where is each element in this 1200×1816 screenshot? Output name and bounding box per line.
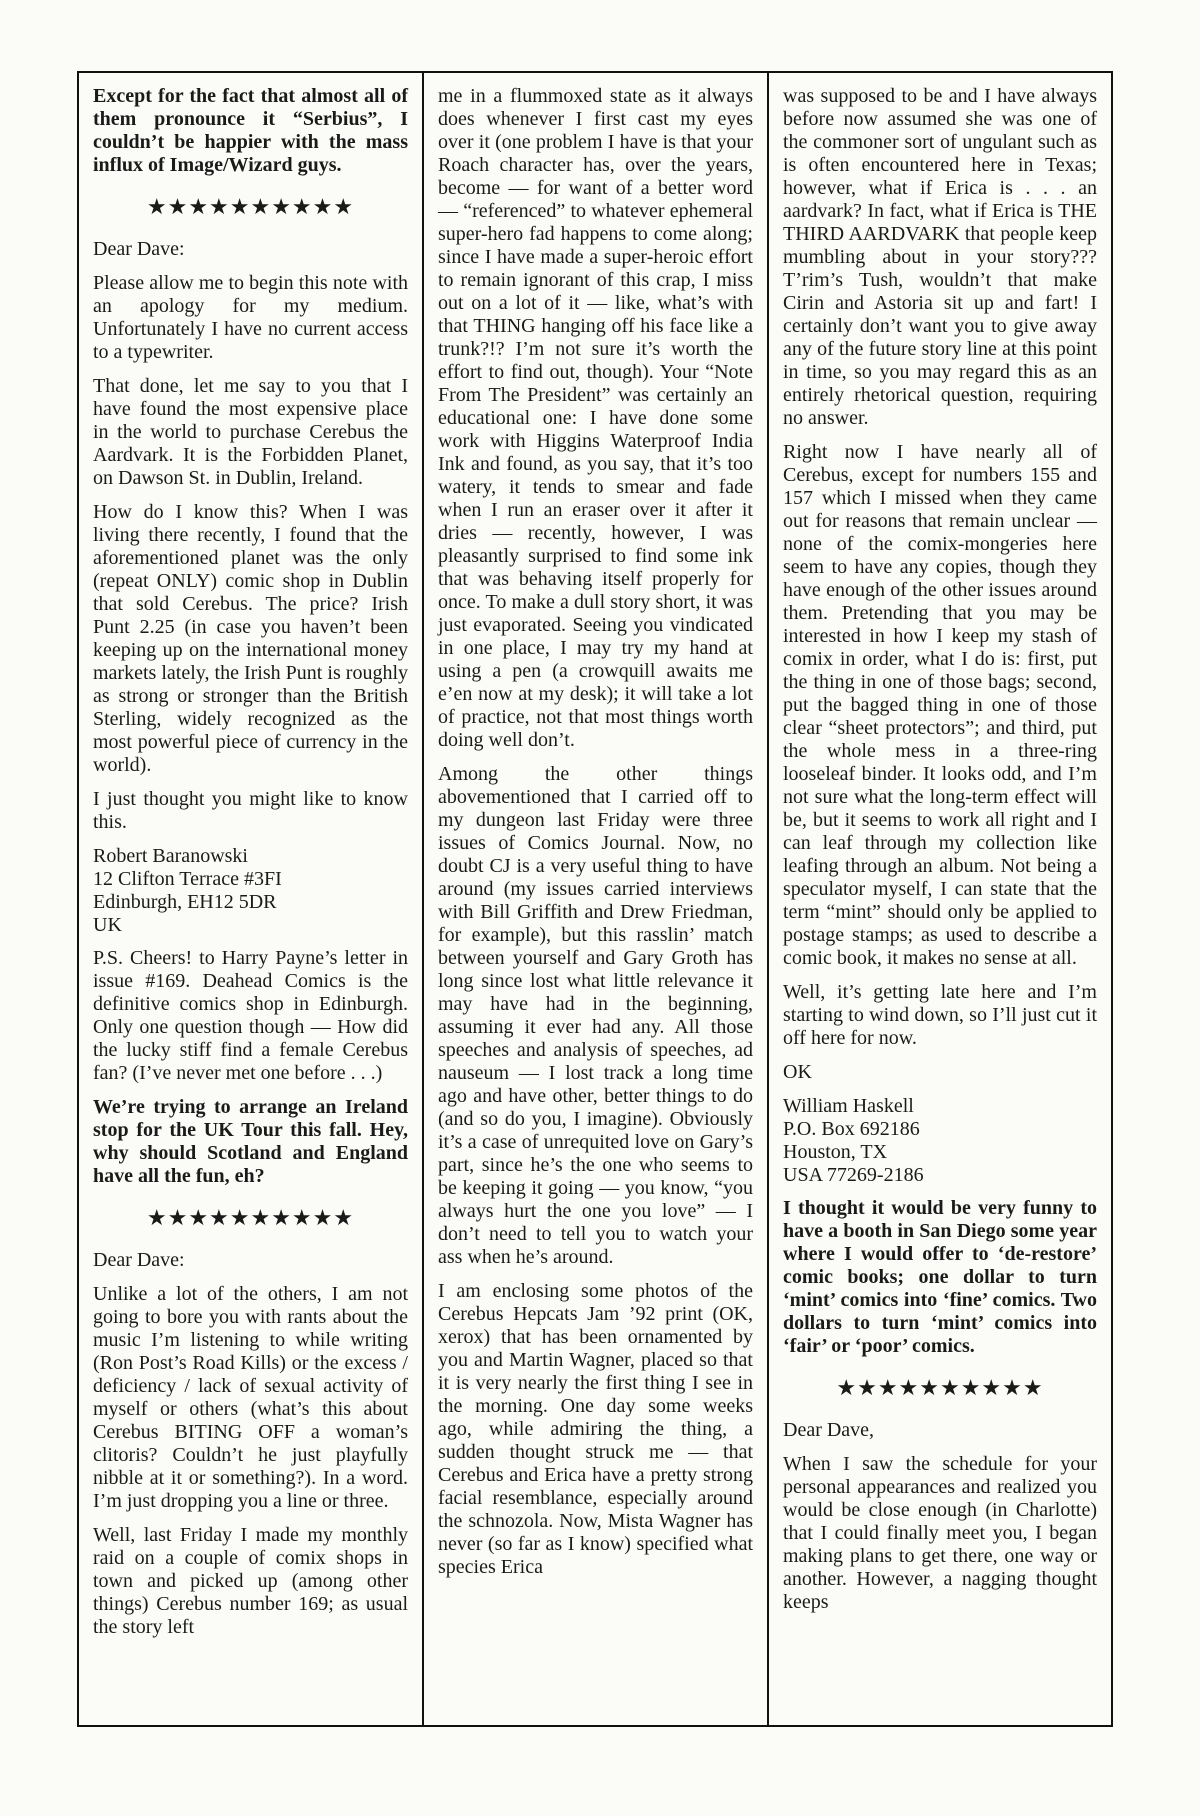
salutation: Dear Dave: xyxy=(93,238,185,260)
page-frame xyxy=(77,71,1113,1727)
address-line: Robert Baranowski xyxy=(93,845,248,867)
sender-address xyxy=(783,1095,1097,1187)
editor-reply: We’re trying to arrange an Ireland stop for the UK Tour this fall. Hey, why should Scotland and England have all the fun, eh? xyxy=(93,1096,408,1187)
address-line: P.O. Box 692186 xyxy=(783,1118,920,1140)
letter-paragraph: That done, let me say to you that I have found the most expensive place in the world to purchase Cerebus the Aardvark. It is the Forbidden Planet, on Dawson St. in Dublin, Ireland. xyxy=(93,375,408,489)
sender-address xyxy=(93,845,408,937)
editor-reply: Except for the fact that almost all of them pronounce it “Serbius”, I couldn’t be happier with the mass influx of Image/Wizard guys. xyxy=(93,85,408,176)
letter-paragraph: When I saw the schedule for your personal appearances and realized you would be close enough (in Charlotte) that I could finally meet you, I began making plans to get there, one way or another. However, a nagging thought keeps xyxy=(783,1453,1097,1613)
address-line: Edinburgh, EH12 5DR xyxy=(93,891,277,913)
letter-paragraph: P.S. Cheers! to Harry Payne’s letter in issue #169. Deahead Comics is the definitive comics shop in Edinburgh. Only one question though — How did the lucky stiff find a female Cerebus fan? (I’ve never met one before . . .) xyxy=(93,947,408,1084)
address-line: 12 Clifton Terrace #3FI xyxy=(93,868,282,890)
star-divider: ★★★★★★★★★★ xyxy=(146,194,355,219)
letter-paragraph: How do I know this? When I was living there recently, I found that the aforementioned planet was the only (repeat ONLY) comic shop in Dublin that sold Cerebus. The price? Irish Punt 2.25 (in case you haven’t been keeping up on the international money markets lately, the Irish Punt is roughly as strong or stronger than the British Sterling, widely recognized as the most powerful piece of currency in the world). xyxy=(93,501,408,776)
signoff: OK xyxy=(783,1061,812,1083)
star-divider: ★★★★★★★★★★ xyxy=(836,1375,1044,1400)
letter-paragraph: was supposed to be and I have always before now assumed she was one of the commoner sort of ungulant such as is often encountered here in Texas; however, what if Erica is . . . an aardvark? In fact, what if Erica is THE THIRD AARDVARK that people keep mumbling about in your story??? T’rim’s Tush, wouldn’t that make Cirin and Astoria sit up and fart! I certainly don’t want you to give away any of the future story line at this point in time, so you may regard this as an entirely rhetorical question, requiring no answer. xyxy=(783,85,1097,429)
address-line: UK xyxy=(93,914,122,936)
column-3 xyxy=(769,73,1111,1725)
star-divider: ★★★★★★★★★★ xyxy=(146,1205,355,1230)
salutation: Dear Dave: xyxy=(93,1249,185,1271)
column-2 xyxy=(424,73,769,1725)
letter-paragraph: me in a flummoxed state as it always does whenever I first cast my eyes over it (one problem I have is that your Roach character has, over the years, become — for want of a better word — “referenced” to whatever ephemeral super-hero fad happens to come along; since I have made a super-heroic effort to remain ignorant of this crap, I miss out on a lot of it — like, what’s with that THING hanging off his face like a trunk?!? I’m not sure it’s worth the effort to find out, though). Your “Note From The President” was certainly an educational one: I have done some work with Higgins Waterproof India Ink and found, as you say, that it’s too watery, it tends to smear and fade when I run an eraser over it after it dries — recently, however, I was pleasantly surprised to find some ink that was behaving itself properly for once. To make a dull story short, it was just evaporated. Seeing you vindicated in one place, I may try my hand at using a pen (a crowquill awaits me e’en now at my desk); it will take a lot of practice, not that most things worth doing well don’t. xyxy=(438,85,753,751)
letter-paragraph: Unlike a lot of the others, I am not going to bore you with rants about the music I’m listening to while writing (Ron Post’s Road Kills) or the excess / deficiency / lack of sexual activity of myself or others (what’s this about Cerebus BITING OFF a woman’s clitoris? Couldn’t he just playfully nibble at it or something?). In a word. I’m just dropping you a line or three. xyxy=(93,1283,408,1512)
letter-paragraph: Well, last Friday I made my monthly raid on a couple of comix shops in town and picked up (among other things) Cerebus number 169; as usual the story left xyxy=(93,1524,408,1638)
address-line: Houston, TX xyxy=(783,1141,888,1163)
letter-paragraph: Right now I have nearly all of Cerebus, except for numbers 155 and 157 which I missed when they came out for reasons that remain unclear — none of the comix-mongeries here seem to have any copies, though they have enough of the other issues around them. Pretending that you may be interested in how I keep my stash of comix in order, what I do is: first, put the thing in one of those bags; second, put the bagged thing in one of those clear “sheet protectors”; and third, put the whole mess in a three-ring looseleaf binder. It looks odd, and I’m not sure what the long-term effect will be, but it seems to work all right and I can leaf through my collection like leafing through an album. Not being a speculator myself, I can state that the term “mint” should only be applied to postage stamps; as used to describe a comic book, it makes no sense at all. xyxy=(783,441,1097,969)
address-line: USA 77269-2186 xyxy=(783,1164,924,1186)
address-line: William Haskell xyxy=(783,1095,914,1117)
salutation: Dear Dave, xyxy=(783,1419,875,1441)
letter-paragraph: Well, it’s getting late here and I’m starting to wind down, so I’ll just cut it off here for now. xyxy=(783,981,1097,1049)
letter-paragraph: I just thought you might like to know this. xyxy=(93,788,408,833)
letter-paragraph: Among the other things abovementioned that I carried off to my dungeon last Friday were three issues of Comics Journal. Now, no doubt CJ is a very useful thing to have around (my issues carried interviews with Bill Griffith and Drew Friedman, for example), but this rasslin’ match between yourself and Gary Groth has long since lost what little relevance it may have had in the beginning, assuming it ever had any. All those speeches and analysis of speeches, ad nauseum — I lost track a long time ago and have other, better things to do (and so do you, I imagine). Obviously it’s a case of unrequited love on Gary’s part, since he’s the one who seems to be keeping it going — you know, “you always hurt the one you love” — I don’t need to tell you to watch your ass when he’s around. xyxy=(438,763,753,1268)
letter-paragraph: I am enclosing some photos of the Cerebus Hepcats Jam ’92 print (OK, xerox) that has been ornamented by you and Martin Wagner, placed so that it is very nearly the first thing I see in the morning. One day some weeks ago, while admiring the thing, a sudden thought struck me — that Cerebus and Erica have a pretty strong facial resemblance, especially around the schnozola. Now, Mista Wagner has never (so far as I know) specified what species Erica xyxy=(438,1280,753,1578)
column-1 xyxy=(79,73,424,1725)
editor-reply: I thought it would be very funny to have a booth in San Diego some year where I would offer to ‘de-restore’ comic books; one dollar to turn ‘mint’ comics into ‘fine’ comics. Two dollars to turn ‘mint’ comics into ‘fair’ or ‘poor’ comics. xyxy=(783,1197,1097,1357)
letter-paragraph: Please allow me to begin this note with an apology for my medium. Unfortunately I have no current access to a typewriter. xyxy=(93,272,408,363)
